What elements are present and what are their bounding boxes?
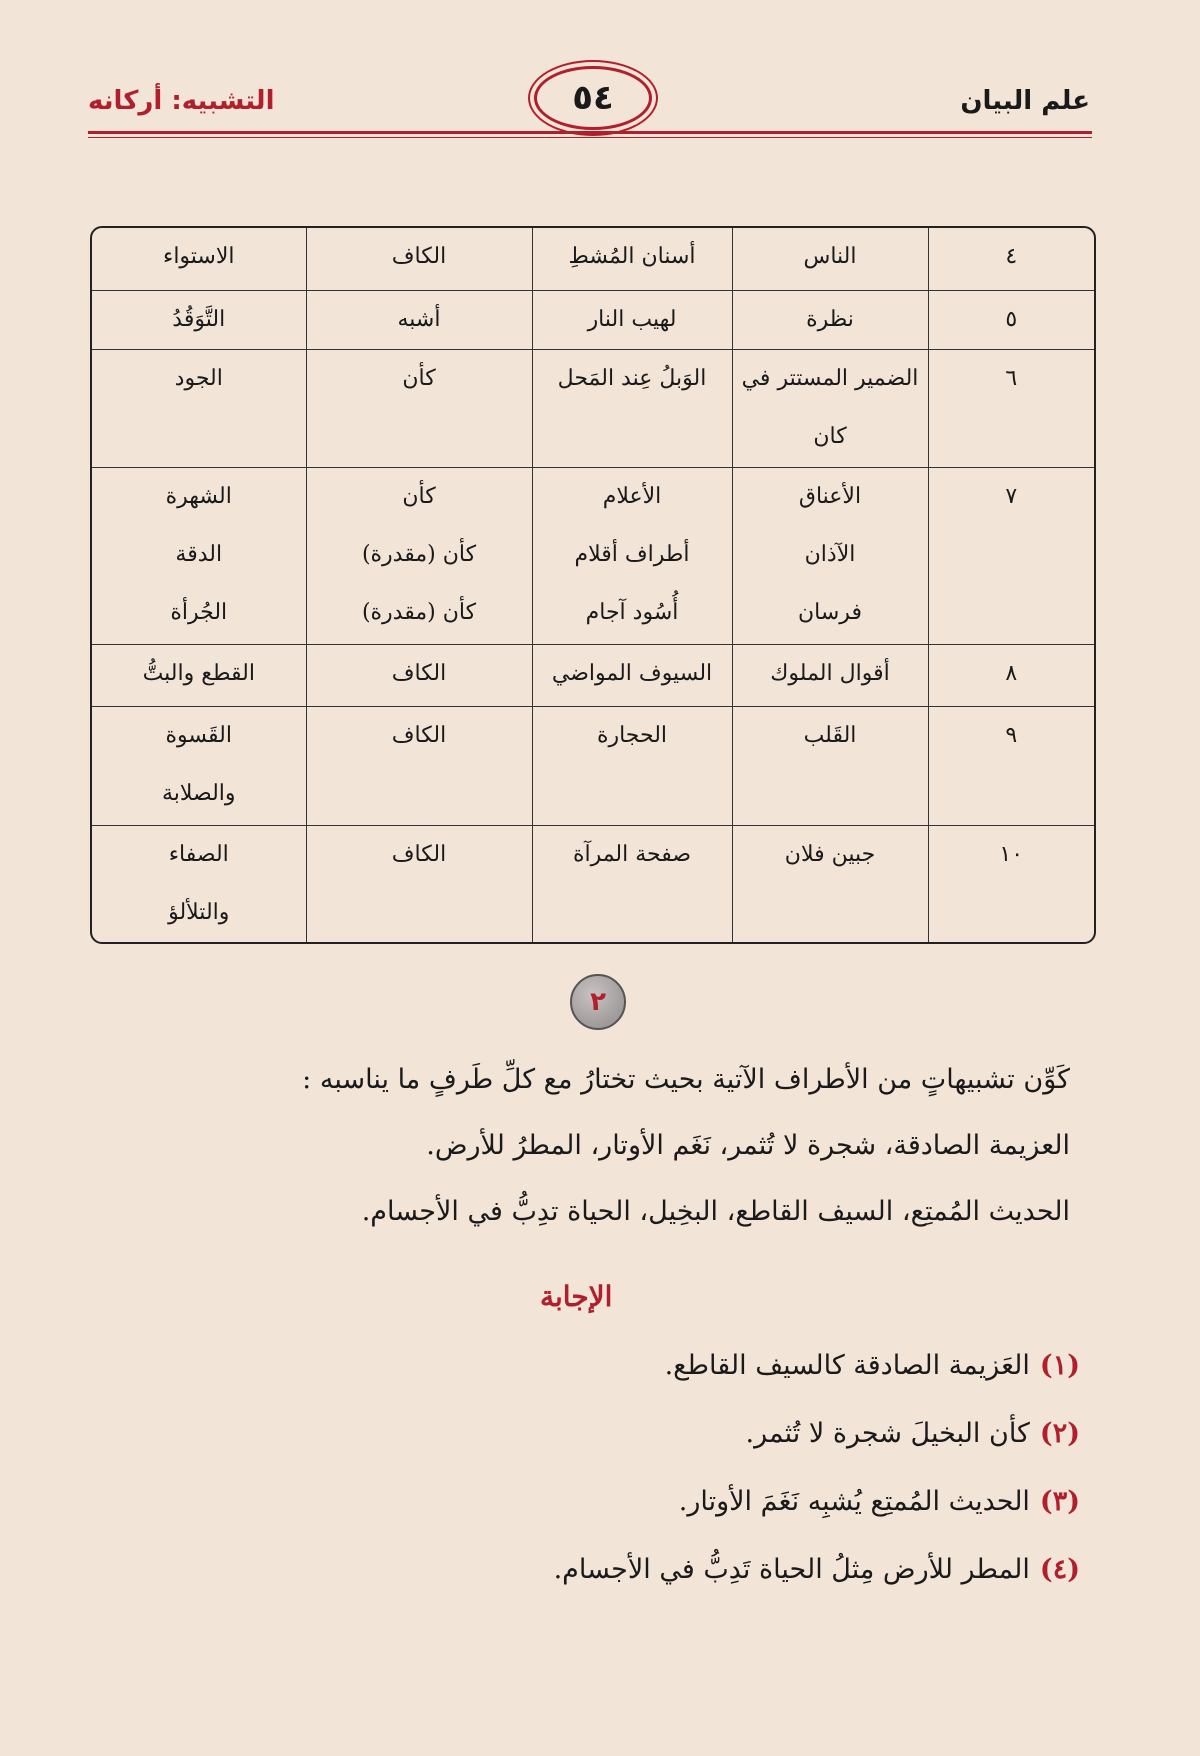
- cell-line: كأن: [402, 365, 436, 391]
- answer-item: [679, 1486, 1080, 1517]
- table-cell-mushabbah-bih: [532, 228, 732, 290]
- table-cell-wajh: [92, 228, 306, 290]
- answer-text: العَزيمة الصادقة كالسيف القاطع.: [664, 1350, 1030, 1381]
- row-number: ٩: [1005, 723, 1018, 749]
- answer-item: [746, 1418, 1080, 1449]
- table-cell-num: [928, 468, 1094, 645]
- cell-line: الجُرأة: [170, 600, 228, 626]
- table-cell-mushabbah-bih: [532, 825, 732, 942]
- answer-number: (٢): [1039, 1418, 1080, 1449]
- table-cell-wajh: [92, 468, 306, 645]
- table-cell-adah: [306, 468, 532, 645]
- table-cell-mushabbah: [732, 349, 928, 467]
- table-cell-adah: [306, 644, 532, 706]
- table-cell-wajh: [92, 349, 306, 467]
- row-number: ٤: [1005, 244, 1018, 269]
- cell-line: صفحة المرآة: [572, 841, 692, 867]
- cell-line: كأن (مقدرة): [361, 542, 477, 568]
- page-number: ٥٤: [534, 66, 652, 130]
- cell-line: القَلب: [803, 723, 857, 749]
- table-cell-mushabbah-bih: [532, 468, 732, 645]
- cell-line: الأعلام: [602, 484, 662, 510]
- book-title: علم البيان: [960, 86, 1090, 116]
- cell-line: والصلابة: [161, 781, 236, 807]
- tashbih-table: [90, 226, 1096, 944]
- cell-line: الآذان: [804, 542, 856, 568]
- table-row: [92, 825, 1094, 942]
- row-number: ٧: [1005, 484, 1018, 510]
- cell-line: كأن (مقدرة): [361, 600, 477, 626]
- table-cell-num: [928, 228, 1094, 290]
- answer-number: (٤): [1039, 1554, 1080, 1585]
- row-number: ٥: [1005, 306, 1018, 332]
- table-cell-adah: [306, 349, 532, 467]
- cell-line: فرسان: [798, 600, 862, 626]
- row-number: ٦: [1005, 365, 1018, 391]
- cell-line: والتلألؤ: [168, 899, 230, 925]
- row-number: ٨: [1005, 660, 1018, 686]
- cell-line: الضمير المستتر في: [741, 365, 919, 391]
- cell-line: الوَبلُ عِند المَحل: [557, 365, 707, 391]
- table-cell-num: [928, 290, 1094, 349]
- answer-text: كأن البخيلَ شجرة لا تُثمر.: [745, 1418, 1030, 1449]
- answer-text: المطر للأرض مِثلُ الحياة تَدِبُّ في الأجسام.: [553, 1554, 1030, 1585]
- exercise-line-2: الحديث المُمتِع، السيف القاطع، البخِيل، الحياة تدِبُّ في الأجسام.: [361, 1196, 1070, 1227]
- cell-line: الناس: [803, 244, 857, 269]
- exercise-line-1: العزيمة الصادقة، شجرة لا تُثمر، نَغَم الأوتار، المطرُ للأرض.: [426, 1130, 1070, 1161]
- cell-line: الدقة: [175, 542, 223, 568]
- cell-line: الحجارة: [596, 723, 668, 749]
- cell-line: الاستواء: [162, 244, 235, 269]
- table-cell-adah: [306, 825, 532, 942]
- answer-number: (١): [1039, 1350, 1080, 1381]
- table-row: [92, 644, 1094, 706]
- cell-line: لهيب النار: [587, 306, 677, 332]
- answer-item: [665, 1350, 1080, 1381]
- cell-line: الجود: [174, 365, 223, 391]
- table-cell-num: [928, 825, 1094, 942]
- table-cell-adah: [306, 228, 532, 290]
- cell-line: الأعناق: [798, 484, 862, 510]
- cell-line: نظرة: [806, 306, 854, 332]
- row-number: ١٠: [999, 841, 1024, 867]
- table-cell-mushabbah: [732, 468, 928, 645]
- exercise-instruction: كَوِّن تشبيهاتٍ من الأطراف الآتية بحيث تختارُ مع كلِّ طَرفٍ ما يناسبه :: [302, 1064, 1070, 1095]
- table-cell-num: [928, 349, 1094, 467]
- table-row: [92, 468, 1094, 645]
- header-rule-thin: [88, 137, 1092, 138]
- table-cell-mushabbah-bih: [532, 644, 732, 706]
- table-cell-wajh: [92, 825, 306, 942]
- answer-text: الحديث المُمتِع يُشبِه نَغَمَ الأوتار.: [678, 1486, 1030, 1517]
- table-cell-mushabbah: [732, 825, 928, 942]
- answer-item: [554, 1554, 1080, 1585]
- cell-line: أطراف أقلام: [574, 542, 690, 568]
- table-cell-wajh: [92, 644, 306, 706]
- cell-line: الكاف: [391, 660, 447, 686]
- answer-number: (٣): [1039, 1486, 1080, 1517]
- table-cell-adah: [306, 707, 532, 825]
- exercise-number-badge: ٢: [570, 974, 626, 1030]
- table-cell-mushabbah-bih: [532, 349, 732, 467]
- cell-line: الكاف: [391, 723, 447, 749]
- cell-line: أسنان المُشطِ: [568, 244, 696, 269]
- cell-line: الصفاء: [168, 841, 229, 867]
- chapter-title: التشبيه: أركانه: [88, 86, 275, 116]
- table-cell-mushabbah: [732, 228, 928, 290]
- cell-line: أُسُود آجام: [585, 600, 679, 626]
- cell-line: كأن: [402, 484, 436, 510]
- table-row: [92, 228, 1094, 290]
- cell-line: جبين فلان: [784, 841, 876, 867]
- cell-line: القطع والبتُّ: [142, 660, 255, 686]
- table-cell-adah: [306, 290, 532, 349]
- table-row: [92, 707, 1094, 825]
- table-cell-mushabbah: [732, 290, 928, 349]
- cell-line: كان: [813, 423, 847, 449]
- cell-line: القَسوة: [165, 723, 232, 749]
- cell-line: الكاف: [391, 244, 447, 269]
- cell-line: الكاف: [391, 841, 447, 867]
- table-cell-mushabbah: [732, 707, 928, 825]
- table-cell-mushabbah-bih: [532, 707, 732, 825]
- cell-line: السيوف المواضي: [551, 660, 713, 686]
- table-cell-mushabbah-bih: [532, 290, 732, 349]
- cell-line: أشبه: [397, 306, 441, 332]
- table-cell-num: [928, 644, 1094, 706]
- table-row: [92, 349, 1094, 467]
- table-cell-wajh: [92, 707, 306, 825]
- cell-line: الشهرة: [165, 484, 232, 510]
- table-cell-mushabbah: [732, 644, 928, 706]
- cell-line: أقوال الملوك: [770, 660, 890, 686]
- cell-line: التَّوَقُدُ: [172, 306, 226, 332]
- table-row: [92, 290, 1094, 349]
- table-cell-num: [928, 707, 1094, 825]
- header-rule: [88, 131, 1092, 134]
- table-cell-wajh: [92, 290, 306, 349]
- answer-heading: الإجابة: [540, 1280, 613, 1313]
